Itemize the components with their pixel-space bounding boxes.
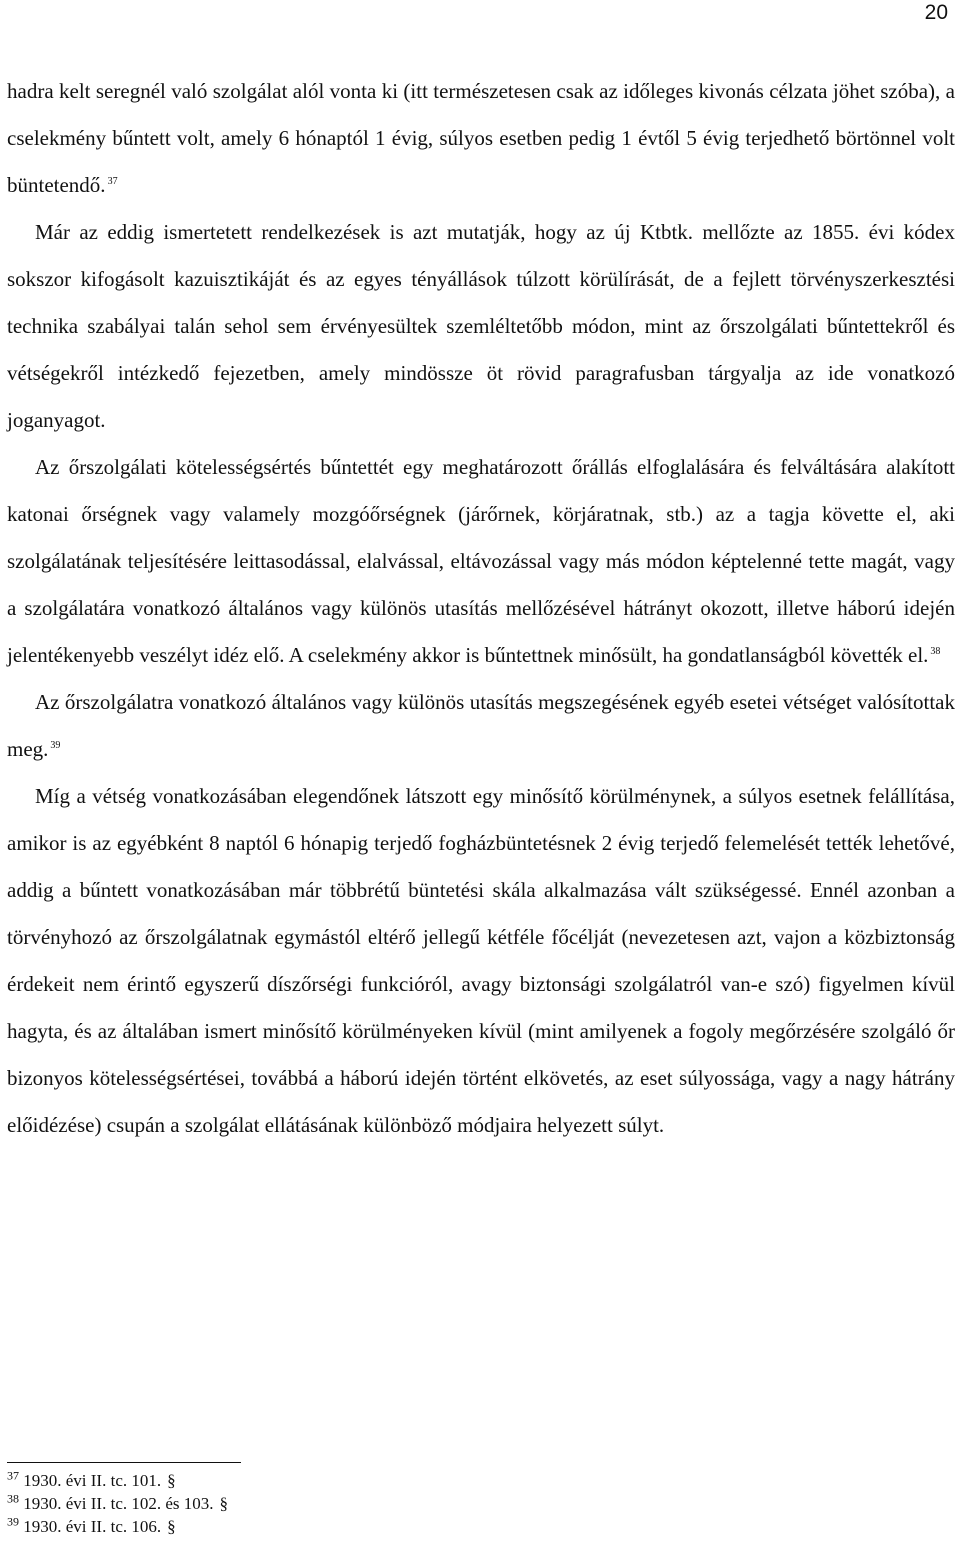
footnote-38 [7,1492,947,1515]
footnote-text: 1930. évi II. tc. 101. [23,1471,162,1490]
footnote-ref: 38 [930,646,941,657]
paragraph-text: Az őrszolgálatra vonatkozó általános vagy különös utasítás megszegésének egyéb esetei vétséget valósítottak meg. [7,690,955,761]
section-sign-icon: § [167,1517,176,1536]
footnote-number: 38 [7,1491,19,1506]
paragraph-text: Már az eddig ismertetett rendelkezések is azt mutatják, hogy az új Ktbtk. mellőzte az 1855. évi kódex sokszor kifogásolt kazuisztikáját és az egyes tényállások túlzott körülírását, de a fejlett törvényszerkesztési technika szabályai talán sehol sem érvényesültek szemléltetőbb módon, mint az őrszolgálati bűntettekről és vétségekről intézkedő fejezetben, amely mindössze öt rövid paragrafusban tárgyalja az ide vonatkozó joganyagot. [7,220,955,432]
footnote-ref: 39 [50,740,61,751]
section-sign-icon: § [167,1471,176,1490]
section-sign-icon: § [219,1494,229,1513]
footnote-number: 37 [7,1468,19,1483]
footnote-ref: 37 [107,176,118,187]
footnote-divider [7,1462,241,1463]
footnote-text: 1930. évi II. tc. 106. [23,1517,162,1536]
footnote-text: 1930. évi II. tc. 102. és 103. [23,1494,214,1513]
footnote-39 [7,1515,947,1538]
paragraph-text: hadra kelt seregnél való szolgálat alól vonta ki (itt természetesen csak az időleges kivonás célzata jöhet szóba), a cselekmény bűntett volt, amely 6 hónaptól 1 évig, súlyos esetben pedig 1 évtől 5 évig terjedhető börtönnel volt büntetendő. [7,79,955,197]
paragraph-4 [7,679,955,773]
paragraph-2 [7,209,955,444]
footnotes [7,1469,947,1538]
paragraph-3 [7,444,955,679]
paragraph-5 [7,773,955,1149]
footnote-number: 39 [7,1514,19,1529]
paragraph-1 [7,68,955,209]
body-text [7,68,955,1149]
paragraph-text: Míg a vétség vonatkozásában elegendőnek látszott egy minősítő körülménynek, a súlyos esetnek felállítása, amikor is az egyébként 8 naptól 6 hónapig terjedő fogházbüntetésnek 2 évig terjedő felemelését tették lehetővé, addig a bűntett vonatkozásában már többrétű büntetési skála alkalmazása vált szükségessé. Ennél azonban a törvényhozó az őrszolgálatnak egymástól eltérő jellegű kétféle főcélját (nevezetesen azt, vajon a közbiztonság érdekeit nem érintő egyszerű díszőrségi funkcióról, avagy biztonsági szolgálatról van-e szó) figyelmen kívül hagyta, és az általában ismert minősítő körülményeken kívül (mint amilyenek a fogoly megőrzésére szolgáló őr bizonyos kötelességsértései, továbbá a háború idején történt elkövetés, az eset súlyossága, vagy a nagy hátrány előidézése) csupán a szolgálat ellátásának különböző módjaira helyezett súlyt. [7,784,955,1137]
footnote-37 [7,1469,947,1492]
paragraph-text: Az őrszolgálati kötelességsértés bűntettét egy meghatározott őrállás elfoglalására és felváltására alakított katonai őrségnek vagy valamely mozgóőrségnek (járőrnek, körjáratnak, stb.) az a tagja követte el, aki szolgálatának teljesítésére leittasodással, elalvással, eltávozással vagy más módon képtelenné tette magát, vagy a szolgálatára vonatkozó általános vagy különös utasítás mellőzésével hátrányt okozott, illetve háború idején jelentékenyebb veszélyt idéz elő. A cselekmény akkor is bűntettnek minősült, ha gondatlanságból követték el. [7,455,955,667]
page-number: 20 [924,1,948,24]
